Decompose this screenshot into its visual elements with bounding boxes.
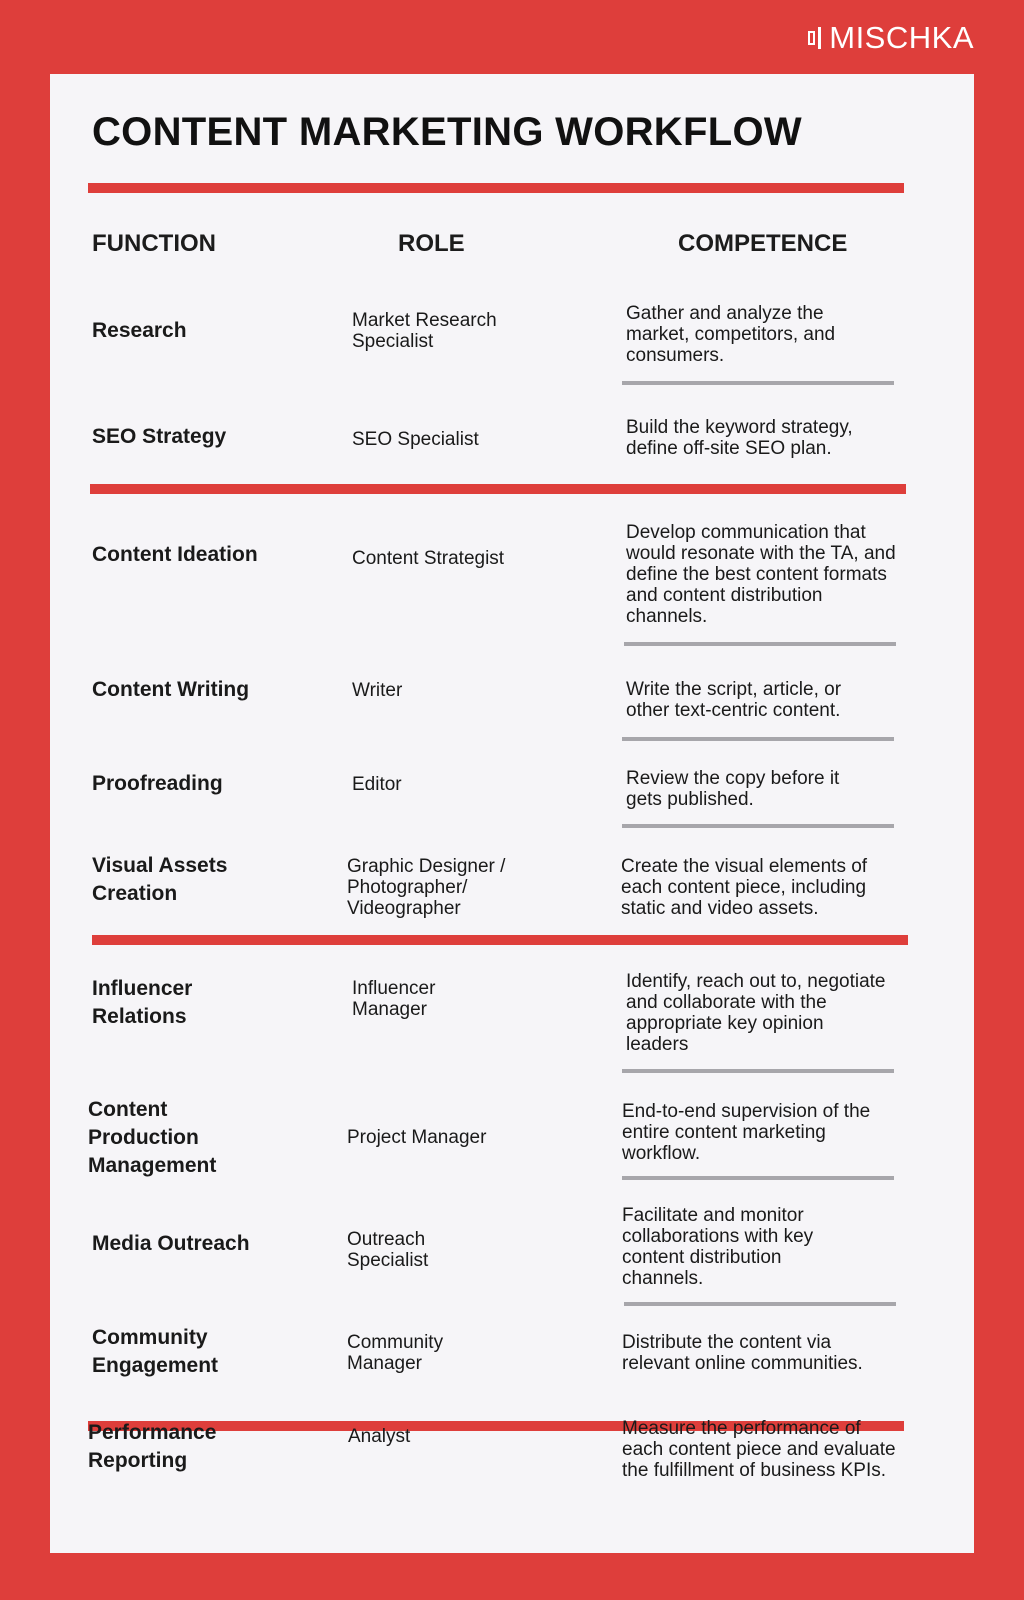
brand-mark-icon xyxy=(808,27,821,49)
row-competence: Gather and analyze the market, competitors, and consumers. xyxy=(626,303,836,366)
page-title: CONTENT MARKETING WORKFLOW xyxy=(92,110,802,154)
row-competence: Develop communication that would resonate with the TA, and define the best content formats and content distribution channels. xyxy=(626,522,896,627)
row-divider xyxy=(622,381,894,385)
row-function: Performance Reporting xyxy=(88,1421,217,1472)
brand-name: MISCHKA xyxy=(829,20,974,55)
brand-logo xyxy=(808,20,974,56)
row-competence: Facilitate and monitor collaborations with key content distribution channels. xyxy=(622,1205,814,1289)
row-divider xyxy=(624,1302,896,1306)
row-function: SEO Strategy xyxy=(92,425,227,448)
row-divider xyxy=(622,1176,894,1180)
row-role: Graphic Designer / Photographer/ Videographer xyxy=(347,856,506,919)
row-competence: Measure the performance of each content piece and evaluate the fulfillment of business KPIs. xyxy=(622,1418,896,1481)
row-competence: Review the copy before it gets published. xyxy=(626,768,840,810)
section-divider xyxy=(90,484,906,494)
row-function: Content Production Management xyxy=(88,1098,217,1177)
row-divider xyxy=(624,642,896,646)
row-competence: Distribute the content via relevant online communities. xyxy=(622,1332,863,1374)
row-role: Outreach Specialist xyxy=(347,1229,429,1271)
row-role: Influencer Manager xyxy=(352,978,436,1020)
row-role: Analyst xyxy=(348,1426,411,1447)
section-divider xyxy=(92,935,908,945)
row-divider xyxy=(622,1069,894,1073)
row-competence: Identify, reach out to, negotiate and collaborate with the appropriate key opinion leaders xyxy=(626,971,886,1055)
row-competence: Create the visual elements of each content piece, including static and video assets. xyxy=(621,856,868,919)
header-competence: COMPETENCE xyxy=(678,230,848,257)
row-competence: Write the script, article, or other text-centric content. xyxy=(626,679,842,721)
row-function: Proofreading xyxy=(92,772,223,795)
header-function: FUNCTION xyxy=(92,230,216,257)
section-divider xyxy=(88,183,904,193)
row-divider xyxy=(622,737,894,741)
row-function: Content Ideation xyxy=(92,543,258,566)
row-function: Community Engagement xyxy=(92,1326,219,1377)
row-divider xyxy=(622,824,894,828)
row-function: Visual Assets Creation xyxy=(92,854,228,905)
row-role: Project Manager xyxy=(347,1127,487,1148)
row-role: Editor xyxy=(352,774,402,795)
row-role: SEO Specialist xyxy=(352,429,479,450)
row-competence: Build the keyword strategy, define off-site SEO plan. xyxy=(626,417,853,459)
row-role: Content Strategist xyxy=(352,548,505,569)
workflow-card xyxy=(50,74,974,1553)
row-role: Community Manager xyxy=(347,1332,444,1374)
row-role: Market Research Specialist xyxy=(352,310,497,352)
row-role: Writer xyxy=(352,680,403,701)
row-function: Content Writing xyxy=(92,678,250,701)
row-function: Influencer Relations xyxy=(92,977,193,1028)
row-function: Media Outreach xyxy=(92,1232,250,1255)
row-function: Research xyxy=(92,319,187,342)
row-competence: End-to-end supervision of the entire content marketing workflow. xyxy=(622,1101,871,1164)
header-role: ROLE xyxy=(398,230,465,257)
